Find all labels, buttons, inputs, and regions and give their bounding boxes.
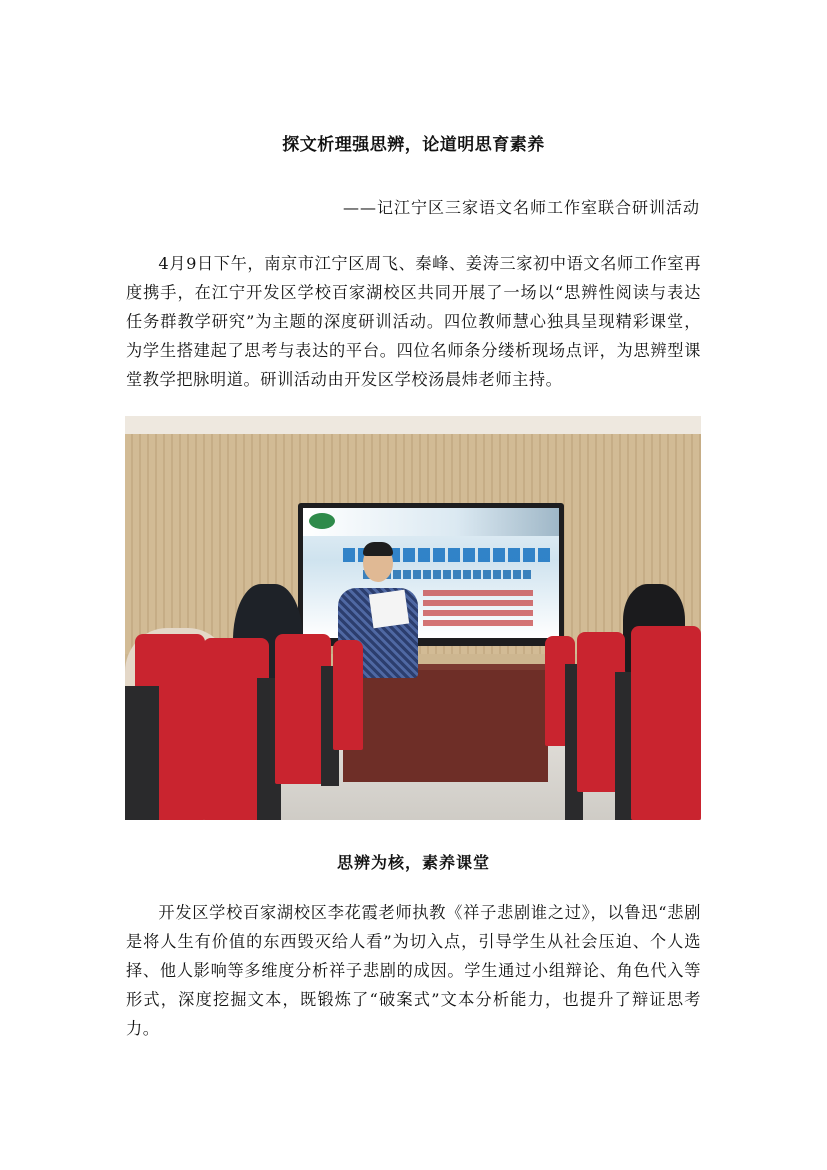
photo-seat-red bbox=[333, 640, 363, 750]
article-title: 探文析理强思辨，论道明思育素养 bbox=[282, 135, 545, 155]
lecture-hall-photo bbox=[125, 416, 701, 820]
photo-screen-lines-blur bbox=[423, 590, 533, 626]
photo-podium bbox=[343, 664, 548, 782]
photo-seat-dark bbox=[125, 686, 159, 820]
paragraph-lesson: 开发区学校百家湖校区李花霞老师执教《祥子悲剧谁之过》，以鲁迅“悲剧是将人生有价值的东西毁灭给人看”为切入点，引导学生从社会压迫、个人选择、他人影响等多维度分析祥子悲剧的成因。学生通过小组辩论、角色代入等形式，深度挖掘文本，既锻炼了“破案式”文本分析能力，也提升了辩证思考力。 bbox=[126, 903, 701, 1038]
paragraph-intro: 4月9日下午，南京市江宁区周飞、秦峰、姜涛三家初中语文名师工作室再度携手，在江宁开发区学校百家湖校区共同开展了一场以“思辨性阅读与表达任务群教学研究”为主题的深度研训活动。四位教师慧心独具呈现精彩课堂，为学生搭建起了思考与表达的平台。四位名师条分缕析现场点评，为思辨型课堂教学把脉明道。研训活动由开发区学校汤晨炜老师主持。 bbox=[126, 254, 701, 389]
photo-speaker-hair bbox=[363, 542, 393, 556]
photo-screen-banner bbox=[303, 508, 559, 536]
photo-ceiling bbox=[125, 416, 701, 434]
article-subtitle: ——记江宁区三家语文名师工作室联合研训活动 bbox=[342, 198, 700, 217]
photo-seat-red bbox=[631, 626, 701, 820]
photo-screen-logo-icon bbox=[309, 513, 335, 529]
section-heading: 思辨为核，素养课堂 bbox=[336, 853, 490, 872]
photo-speaker-paper bbox=[369, 590, 409, 629]
